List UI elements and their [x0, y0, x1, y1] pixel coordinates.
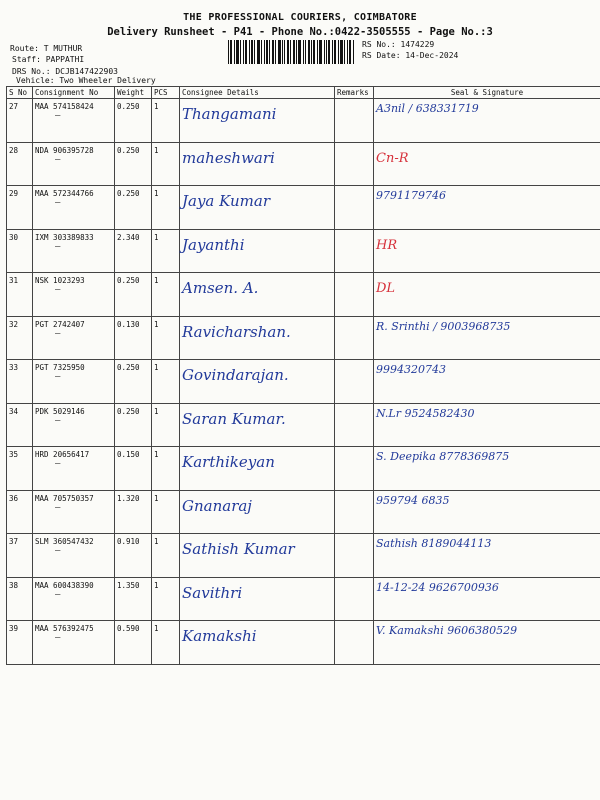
tick-mark: —: [55, 198, 61, 208]
signature: [374, 621, 600, 665]
consignee-name-text: Karthikeyan: [182, 453, 275, 471]
consignment-number: [33, 360, 115, 404]
remarks: [335, 534, 374, 578]
serial-number: 34: [7, 403, 33, 447]
serial-number: 39: [7, 621, 33, 665]
signature: [374, 577, 600, 621]
barcode-bar: [340, 40, 343, 64]
barcode-bar: [251, 40, 253, 64]
column-header: S No: [7, 87, 33, 99]
pieces: 1: [152, 316, 180, 360]
weight: 0.250: [115, 99, 152, 143]
barcode-bar: [332, 40, 333, 64]
barcode-bar: [347, 40, 348, 64]
column-header: PCS: [152, 87, 180, 99]
signature: [374, 403, 600, 447]
pieces: 1: [152, 534, 180, 578]
barcode-bar: [230, 40, 232, 64]
serial-number: 32: [7, 316, 33, 360]
signature-text: 9791179746: [376, 189, 446, 202]
barcode-bar: [249, 40, 250, 64]
consignment-text: MAA 600438390: [35, 580, 94, 590]
column-header: Remarks: [335, 87, 374, 99]
consignee-name-text: Ravicharshan.: [182, 322, 291, 341]
pieces: 1: [152, 273, 180, 317]
remarks: [335, 142, 374, 186]
remarks: [335, 360, 374, 404]
consignment-number: [33, 142, 115, 186]
consignment-text: PGT 2742407: [35, 319, 85, 329]
table-row: [7, 534, 600, 578]
tick-mark: —: [55, 546, 61, 556]
consignment-text: PDK 5029146: [35, 406, 85, 416]
signature-text: 959794 6835: [376, 493, 450, 507]
weight: 0.130: [115, 316, 152, 360]
signature: [374, 490, 600, 534]
barcode-bar: [261, 40, 262, 64]
barcode-bar: [319, 40, 322, 64]
route-label: Route: T MUTHUR: [10, 44, 83, 53]
barcode-bar: [290, 40, 291, 64]
pieces: 1: [152, 142, 180, 186]
remarks: [335, 577, 374, 621]
weight: 0.250: [115, 186, 152, 230]
signature: [374, 534, 600, 578]
serial-number: 38: [7, 577, 33, 621]
weight: 0.250: [115, 142, 152, 186]
weight: 0.250: [115, 360, 152, 404]
tick-mark: —: [55, 415, 61, 426]
consignee-name-text: Jaya Kumar: [182, 192, 271, 210]
consignee-name: [180, 621, 335, 665]
tick-mark: —: [55, 154, 61, 165]
tick-mark: —: [55, 372, 61, 382]
pieces: 1: [152, 447, 180, 491]
column-header: Weight: [115, 87, 152, 99]
weight: 1.350: [115, 577, 152, 621]
remarks: [335, 490, 374, 534]
barcode-bar: [305, 40, 306, 64]
remarks: [335, 99, 374, 143]
pieces: 1: [152, 99, 180, 143]
barcode-bar: [317, 40, 318, 64]
pieces: 1: [152, 577, 180, 621]
consignee-name-text: Saran Kumar.: [182, 409, 286, 428]
barcode-bar: [287, 40, 289, 64]
signature-text: A3nil / 638331719: [376, 102, 479, 115]
signature: [374, 360, 600, 404]
consignment-number: [33, 99, 115, 143]
barcode-bar: [349, 40, 351, 64]
table-row: [7, 403, 600, 447]
tick-mark: —: [55, 241, 61, 252]
consignee-name: [180, 99, 335, 143]
remarks: [335, 186, 374, 230]
weight: 0.590: [115, 621, 152, 665]
serial-number: 30: [7, 229, 33, 273]
consignment-text: PGT 7325950: [35, 363, 85, 372]
consignment-number: [33, 316, 115, 360]
runsheet-title: Delivery Runsheet - P41 - Phone No.:0422-3505555 - Page No.:3: [107, 26, 493, 38]
pieces: 1: [152, 403, 180, 447]
barcode-bar: [324, 40, 325, 64]
consignment-number: [33, 273, 115, 317]
barcode-bar: [334, 40, 336, 64]
barcode-bar: [284, 40, 285, 64]
signature: [374, 186, 600, 230]
pieces: 1: [152, 490, 180, 534]
consignee-name: [180, 273, 335, 317]
consignment-number: [33, 447, 115, 491]
serial-number: 28: [7, 142, 33, 186]
pieces: 1: [152, 360, 180, 404]
pieces: 1: [152, 621, 180, 665]
consignment-text: NSK 1023293: [35, 276, 85, 285]
barcode-bar: [257, 40, 260, 64]
table-row: [7, 229, 600, 273]
remarks: [335, 621, 374, 665]
signature: [374, 273, 600, 317]
pieces: 1: [152, 186, 180, 230]
barcode-bar: [293, 40, 295, 64]
consignment-number: [33, 534, 115, 578]
column-header: Seal & Signature: [374, 87, 600, 99]
signature-text: 14-12-24 9626700936: [376, 580, 499, 594]
weight: 2.340: [115, 229, 152, 273]
barcode-bar: [282, 40, 283, 64]
barcode-bar: [264, 40, 265, 64]
serial-number: 35: [7, 447, 33, 491]
table-row: [7, 490, 600, 534]
barcode-bar: [254, 40, 255, 64]
barcode-bar: [326, 40, 327, 64]
table-row: [7, 186, 600, 230]
serial-number: 27: [7, 99, 33, 143]
table-row: [7, 577, 600, 621]
table-header-row: [7, 87, 600, 99]
signature: [374, 447, 600, 491]
barcode-bar: [298, 40, 301, 64]
consignee-name-text: Govindarajan.: [182, 366, 289, 384]
barcode-bar: [338, 40, 339, 64]
consignee-name: [180, 316, 335, 360]
consignment-number: [33, 490, 115, 534]
consignee-name-text: Gnanaraj: [182, 496, 252, 515]
consignee-name: [180, 360, 335, 404]
barcode-bar: [236, 40, 239, 64]
consignee-name: [180, 186, 335, 230]
column-header: Consignee Details: [180, 87, 335, 99]
consignee-name-text: Jayanthi: [182, 235, 245, 254]
signature-text: 9994320743: [376, 363, 446, 376]
consignee-name: [180, 534, 335, 578]
table-row: [7, 447, 600, 491]
tick-mark: —: [55, 111, 61, 121]
barcode-bar: [275, 40, 276, 64]
tick-mark: —: [55, 459, 61, 469]
remarks: [335, 229, 374, 273]
barcode-bar: [303, 40, 304, 64]
consignment-number: [33, 403, 115, 447]
consignment-text: MAA 574158424: [35, 102, 94, 111]
consignment-text: MAA 572344766: [35, 189, 94, 198]
vehicle-label: Vehicle: Two Wheeler Delivery: [16, 76, 156, 85]
consignee-name-text: Kamakshi: [182, 627, 257, 645]
weight: 0.250: [115, 273, 152, 317]
tick-mark: —: [55, 589, 61, 600]
consignment-number: [33, 577, 115, 621]
barcode-bar: [228, 40, 229, 64]
barcode-bar: [266, 40, 268, 64]
barcode-bar: [344, 40, 345, 64]
weight: 0.150: [115, 447, 152, 491]
consignment-text: HRD 20656417: [35, 450, 90, 459]
tick-mark: —: [55, 328, 61, 339]
barcode-bar: [313, 40, 315, 64]
barcode-bar: [311, 40, 312, 64]
barcode-bar: [272, 40, 274, 64]
signature: [374, 316, 600, 360]
signature-text: V. Kamakshi 9606380529: [376, 624, 518, 637]
pieces: 1: [152, 229, 180, 273]
tick-mark: —: [55, 633, 61, 643]
consignment-number: [33, 621, 115, 665]
column-header: Consignment No: [33, 87, 115, 99]
barcode-bar: [296, 40, 297, 64]
barcode: [228, 40, 356, 64]
consignee-name-text: maheshwari: [182, 148, 275, 167]
remarks: [335, 403, 374, 447]
serial-number: 31: [7, 273, 33, 317]
consignment-text: MAA 705750357: [35, 493, 94, 503]
signature-text: S. Deepika 8778369875: [376, 450, 510, 463]
weight: 0.910: [115, 534, 152, 578]
tick-mark: —: [55, 502, 61, 513]
signature-text: HR: [376, 237, 398, 253]
company-name: THE PROFESSIONAL COURIERS, COIMBATORE: [183, 12, 417, 23]
barcode-bar: [245, 40, 247, 64]
consignee-name-text: Amsen. A.: [182, 279, 259, 297]
serial-number: 36: [7, 490, 33, 534]
signature: [374, 99, 600, 143]
barcode-bar: [328, 40, 330, 64]
serial-number: 37: [7, 534, 33, 578]
drs-number: DRS No.: DCJB147422903: [12, 67, 118, 76]
signature-text: DL: [376, 281, 396, 296]
signature: [374, 229, 600, 273]
barcode-bar: [240, 40, 241, 64]
barcode-bar: [308, 40, 310, 64]
table-row: [7, 360, 600, 404]
signature: [374, 142, 600, 186]
consignment-text: SLM 360547432: [35, 537, 94, 546]
weight: 0.250: [115, 403, 152, 447]
remarks: [335, 316, 374, 360]
signature-text: R. Srinthi / 9003968735: [376, 319, 511, 333]
tick-mark: —: [55, 285, 61, 295]
consignee-name: [180, 490, 335, 534]
barcode-bar: [278, 40, 281, 64]
signature-text: Sathish 8189044113: [376, 537, 492, 550]
weight: 1.320: [115, 490, 152, 534]
consignment-number: [33, 229, 115, 273]
barcode-bar: [269, 40, 270, 64]
consignee-name-text: Sathish Kumar: [182, 540, 295, 558]
consignee-name: [180, 142, 335, 186]
consignee-name: [180, 229, 335, 273]
consignee-name: [180, 447, 335, 491]
table-row: [7, 316, 600, 360]
consignee-name: [180, 403, 335, 447]
barcode-bar: [353, 40, 354, 64]
table-row: [7, 99, 600, 143]
signature-text: Cn-R: [376, 150, 409, 166]
consignment-text: MAA 576392475: [35, 624, 94, 633]
barcode-bar: [234, 40, 235, 64]
rs-number: RS No.: 1474229: [362, 40, 435, 49]
consignee-name-text: Savithri: [182, 583, 243, 602]
consignment-number: [33, 186, 115, 230]
serial-number: 33: [7, 360, 33, 404]
runsheet-table: [6, 86, 600, 665]
remarks: [335, 447, 374, 491]
barcode-bar: [243, 40, 244, 64]
consignment-text: NDA 906395728: [35, 145, 94, 155]
rs-date: RS Date: 14-Dec-2024: [362, 51, 459, 60]
serial-number: 29: [7, 186, 33, 230]
table-row: [7, 142, 600, 186]
consignment-text: IXM 303389833: [35, 232, 94, 242]
table-row: [7, 273, 600, 317]
signature-text: N.Lr 9524582430: [376, 406, 475, 420]
table-row: [7, 621, 600, 665]
consignee-name-text: Thangamani: [182, 105, 277, 123]
staff-label: Staff: PAPPATHI: [12, 55, 85, 64]
remarks: [335, 273, 374, 317]
consignee-name: [180, 577, 335, 621]
